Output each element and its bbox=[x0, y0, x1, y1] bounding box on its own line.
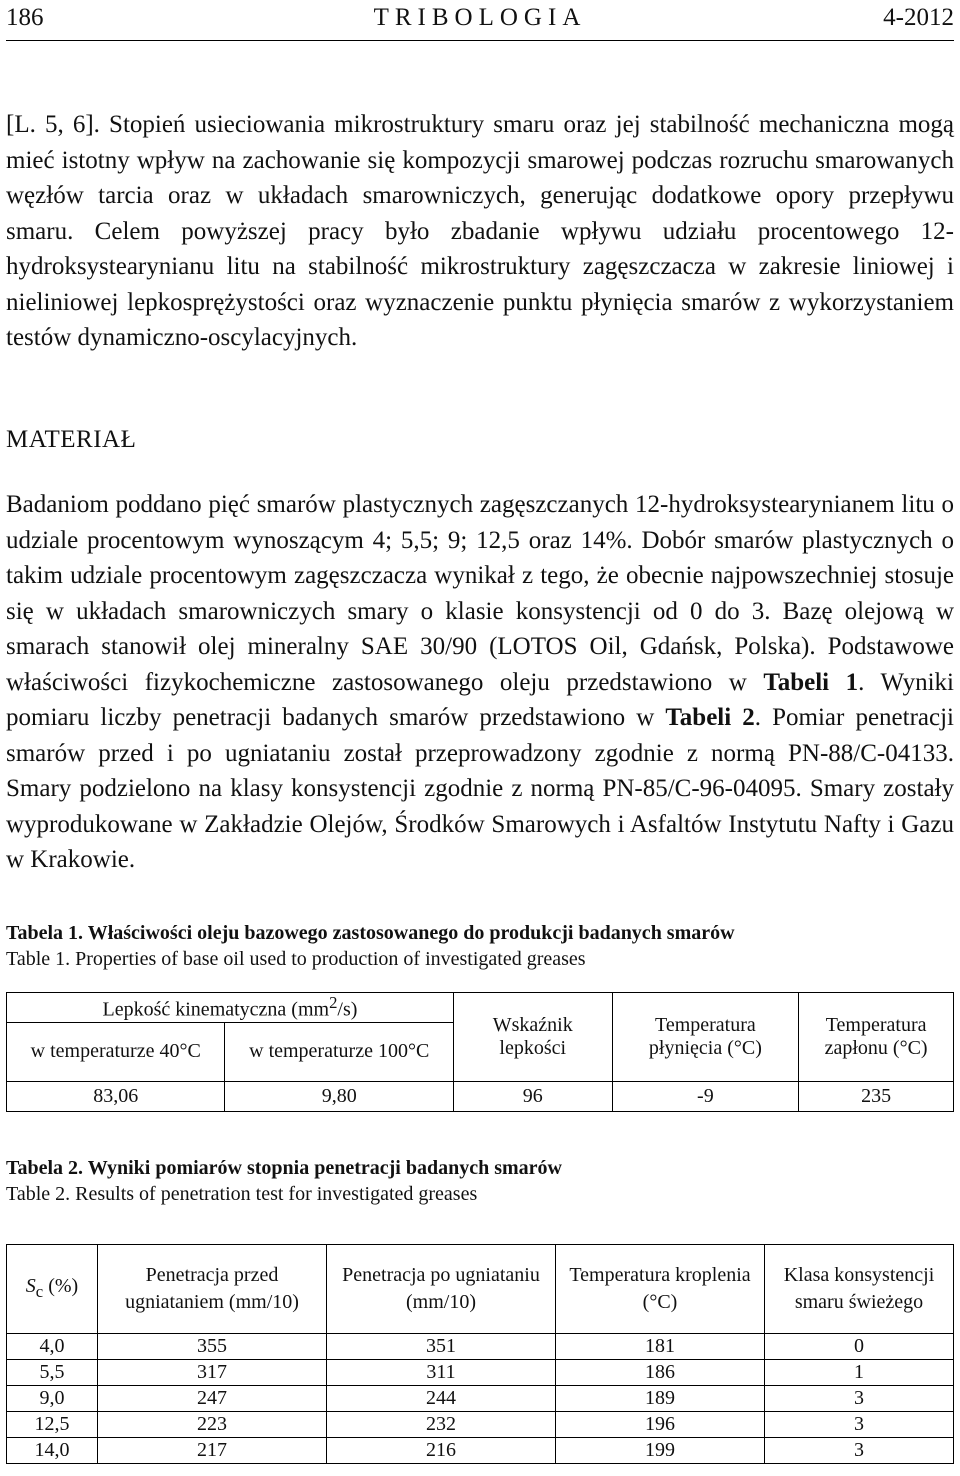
table2-cell: 14,0 bbox=[7, 1438, 98, 1464]
table2-header-cell: Penetracja przed ugniataniem (mm/10) bbox=[98, 1245, 327, 1334]
table2-cell: 0 bbox=[765, 1334, 954, 1360]
table2-cell: 12,5 bbox=[7, 1412, 98, 1438]
paragraph-text: Badaniom poddano pięć smarów plastycznych zagęszczanych 12-hydroksystearynianem litu o udziale procentowym wynoszącym 4; 5,5; 9; 12,5 oraz 14%. Dobór smarów plastycznych o takim udziale procentowym zagęszczacza wynikał z tego, że obecnie najpowszechniej stosuje się w układach smarowniczych smary o klasie konsystencji od 0 do 3. Bazę olejową w smarach stanowił olej mineralny SAE 30/90 (LOTOS Oil, Gdańsk, Polska). Podstawowe właściwości fizykochemiczne zastosowanego oleju przedstawiono w bbox=[6, 491, 954, 696]
table2-cell: 196 bbox=[556, 1412, 765, 1438]
table2-cell: 216 bbox=[327, 1438, 556, 1464]
table1-caption bbox=[6, 920, 735, 972]
table1-cell: 83,06 bbox=[7, 1081, 225, 1111]
issue-number: 4-2012 bbox=[883, 4, 954, 31]
table-row bbox=[7, 1438, 954, 1464]
table2-caption-pl: Tabela 2. Wyniki pomiarów stopnia penetracji badanych smarów bbox=[6, 1157, 562, 1179]
table2-cell: 4,0 bbox=[7, 1334, 98, 1360]
table-row bbox=[7, 1412, 954, 1438]
table2-cell: 317 bbox=[98, 1360, 327, 1386]
table2-cell: 5,5 bbox=[7, 1360, 98, 1386]
table2-header-cell: Penetracja po ugniataniu (mm/10) bbox=[327, 1245, 556, 1334]
table2-cell: 9,0 bbox=[7, 1386, 98, 1412]
table1-header-cell: Temperatura zapłonu (°C) bbox=[799, 993, 954, 1082]
table2-caption bbox=[6, 1155, 562, 1207]
table2-cell: 351 bbox=[327, 1334, 556, 1360]
table-row bbox=[7, 1360, 954, 1386]
table2-cell: 311 bbox=[327, 1360, 556, 1386]
table2-cell: 247 bbox=[98, 1386, 327, 1412]
table2-cell: 232 bbox=[327, 1412, 556, 1438]
table1-cell: 235 bbox=[799, 1081, 954, 1111]
table2-cell: 186 bbox=[556, 1360, 765, 1386]
table1-header-cell: w temperaturze 40°C bbox=[7, 1022, 225, 1081]
table1-group-header: Lepkość kinematyczna $(mm^2/s)$ bbox=[7, 993, 454, 1023]
table2-cell: 199 bbox=[556, 1438, 765, 1464]
table2-caption-en: Table 2. Results of penetration test for investigated greases bbox=[6, 1183, 478, 1205]
table2-cell: 181 bbox=[556, 1334, 765, 1360]
table2-header-cell: Temperatura kroplenia (°C) bbox=[556, 1245, 765, 1334]
paragraph-text: . Pomiar penetracji smarów przed i po ugniataniu został przeprowadzony zgodnie z normą PN-88/C-04133. Smary podzielono na klasy konsystencji zgodnie z normą PN-85/C-96-04095. Smary zostały wyprodukowane w Zakładzie Olejów, Środków Smarowych i Asfaltów Instytutu Nafty i Gazu w Krakowie. bbox=[6, 704, 954, 873]
table1-header-cell: w temperaturze 100°C bbox=[225, 1022, 453, 1081]
base-oil-properties-table bbox=[6, 992, 954, 1112]
table2-header-cell: Klasa konsystencji smaru świeżego bbox=[765, 1245, 954, 1334]
table1-cell: -9 bbox=[612, 1081, 799, 1111]
table2-cell: 3 bbox=[765, 1386, 954, 1412]
material-paragraph bbox=[6, 487, 954, 878]
table2-cell: 3 bbox=[765, 1438, 954, 1464]
penetration-results-table bbox=[6, 1244, 954, 1464]
page-number: 186 bbox=[6, 4, 44, 31]
table2-cell: 189 bbox=[556, 1386, 765, 1412]
table-reference: Tabeli 1 bbox=[763, 668, 859, 696]
journal-title: TRIBOLOGIA bbox=[373, 4, 587, 31]
intro-paragraph: [L. 5, 6]. Stopień usieciowania mikrostruktury smaru oraz jej stabilność mechaniczna mogą mieć istotny wpływ na zachowanie się kompozycji smarowej podczas rozruchu smarowanych węzłów tarcia oraz w układach smarowniczych, generując dodatkowe opory przepływu smaru. Celem powyższej pracy było zbadanie wpływu udziału procentowego 12-hydroksystearynianu litu na stabilność mikrostruktury zagęszczacza w zakresie liniowej i nieliniowej lepkosprężystości oraz wyznaczenie punktu płynięcia smarów z wykorzystaniem testów dynamiczno-oscylacyjnych. bbox=[6, 111, 954, 351]
table2-cell: 1 bbox=[765, 1360, 954, 1386]
table2-cell: 3 bbox=[765, 1412, 954, 1438]
table1-caption-pl: Tabela 1. Właściwości oleju bazowego zastosowanego do produkcji badanych smarów bbox=[6, 922, 735, 944]
table1-caption-en: Table 1. Properties of base oil used to production of investigated greases bbox=[6, 948, 586, 970]
table2-cell: 217 bbox=[98, 1438, 327, 1464]
section-title: MATERIAŁ bbox=[6, 426, 137, 453]
table2-cell: 244 bbox=[327, 1386, 556, 1412]
table-row bbox=[7, 1386, 954, 1412]
table2-cell: 223 bbox=[98, 1412, 327, 1438]
table1-header-cell: Temperatura płynięcia (°C) bbox=[612, 993, 799, 1082]
table2-cell: 355 bbox=[98, 1334, 327, 1360]
paragraph-text: . Wyniki pomiaru liczby penetracji badanych smarów przedstawiono w bbox=[6, 668, 954, 731]
page-header bbox=[6, 0, 954, 41]
table-row bbox=[7, 1334, 954, 1360]
table1-cell: 96 bbox=[453, 1081, 612, 1111]
table2-header-cell: $S_c$ (%) bbox=[7, 1245, 98, 1334]
table1-cell: 9,80 bbox=[225, 1081, 453, 1111]
table1-header-cell: Wskaźnik lepkości bbox=[453, 993, 612, 1082]
table-reference: Tabeli 2 bbox=[665, 704, 755, 731]
